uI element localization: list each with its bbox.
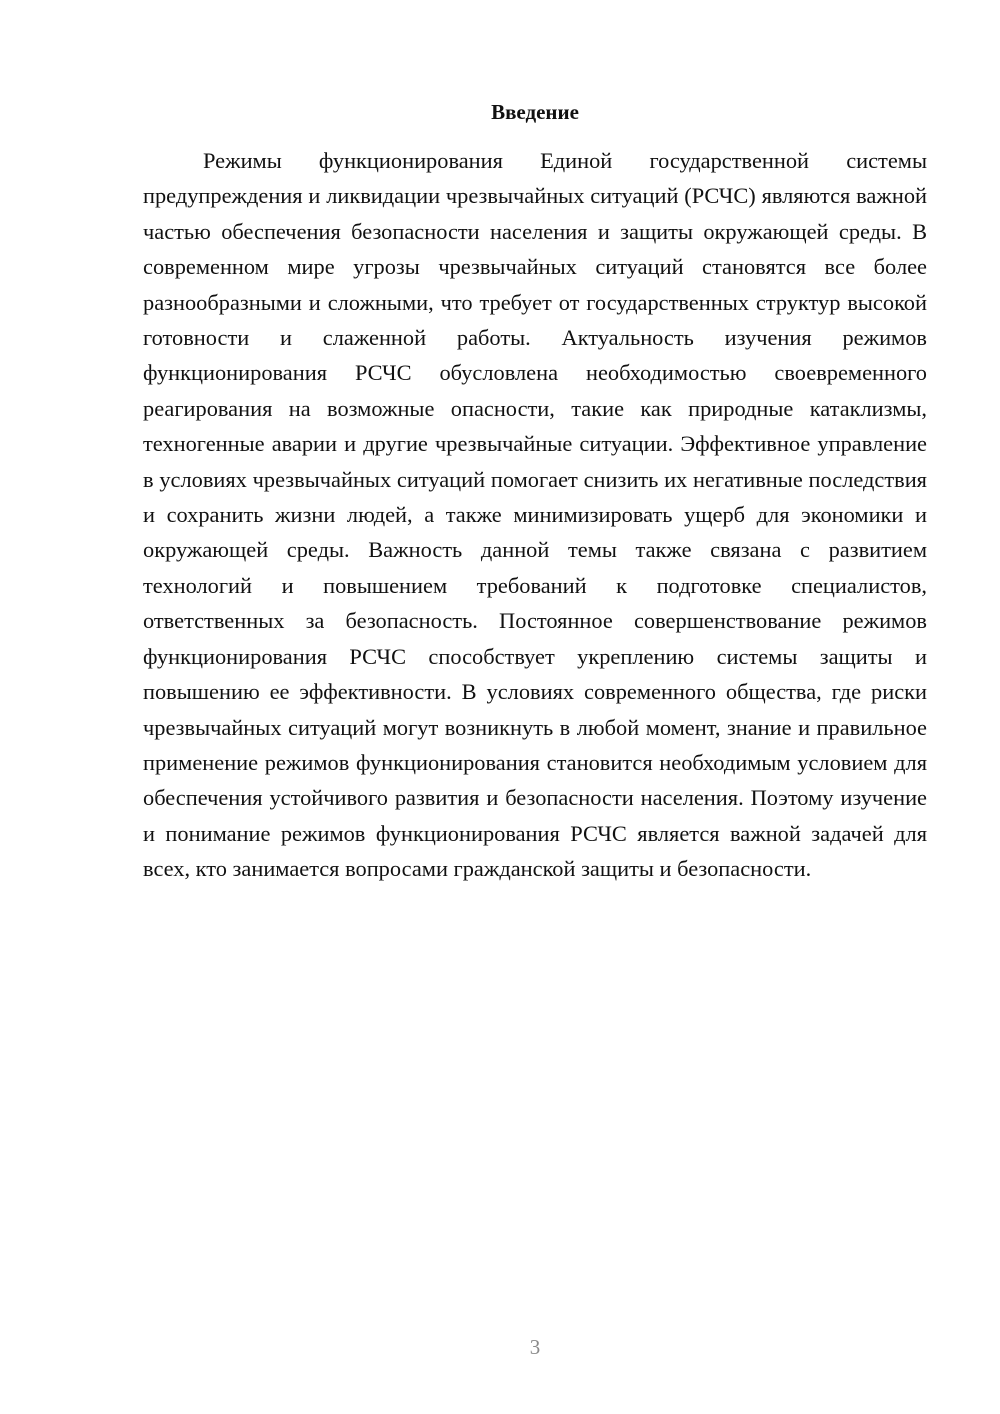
section-heading: Введение [491,100,579,124]
page-number: 3 [529,1335,541,1359]
body-paragraph: Режимы функционирования Единой государственной системы предупреждения и ликвидации чрезвычайных ситуаций (РСЧС) являются важной частью обеспечения безопасности населения и защиты окружающей среды. В современном мире угрозы чрезвычайных ситуаций становятся все более разнообразными и сложными, что требует от государственных структур высокой готовности и слаженной работы. Актуальность изучения режимов функционирования РСЧС обусловлена необходимостью своевременного реагирования на возможные опасности, такие как природные катаклизмы, техногенные аварии и другие чрезвычайные ситуации. Эффективное управление в условиях чрезвычайных ситуаций помогает снизить их негативные последствия и сохранить жизни людей, а также минимизировать ущерб для экономики и окружающей среды. Важность данной темы также связана с развитием технологий и повышением требований к подготовке специалистов, ответственных за безопасность. Постоянное совершенствование режимов функционирования РСЧС способствует укреплению системы защиты и повышению ее эффективности. В условиях современного общества, где риски чрезвычайных ситуаций могут возникнуть в любой момент, знание и правильное применение режимов функционирования становится необходимым условием для обеспечения устойчивого развития и безопасности населения. Поэтому изучение и понимание режимов функционирования РСЧС является важной задачей для всех, кто занимается вопросами гражданской защиты и безопасности. [143,148,927,882]
